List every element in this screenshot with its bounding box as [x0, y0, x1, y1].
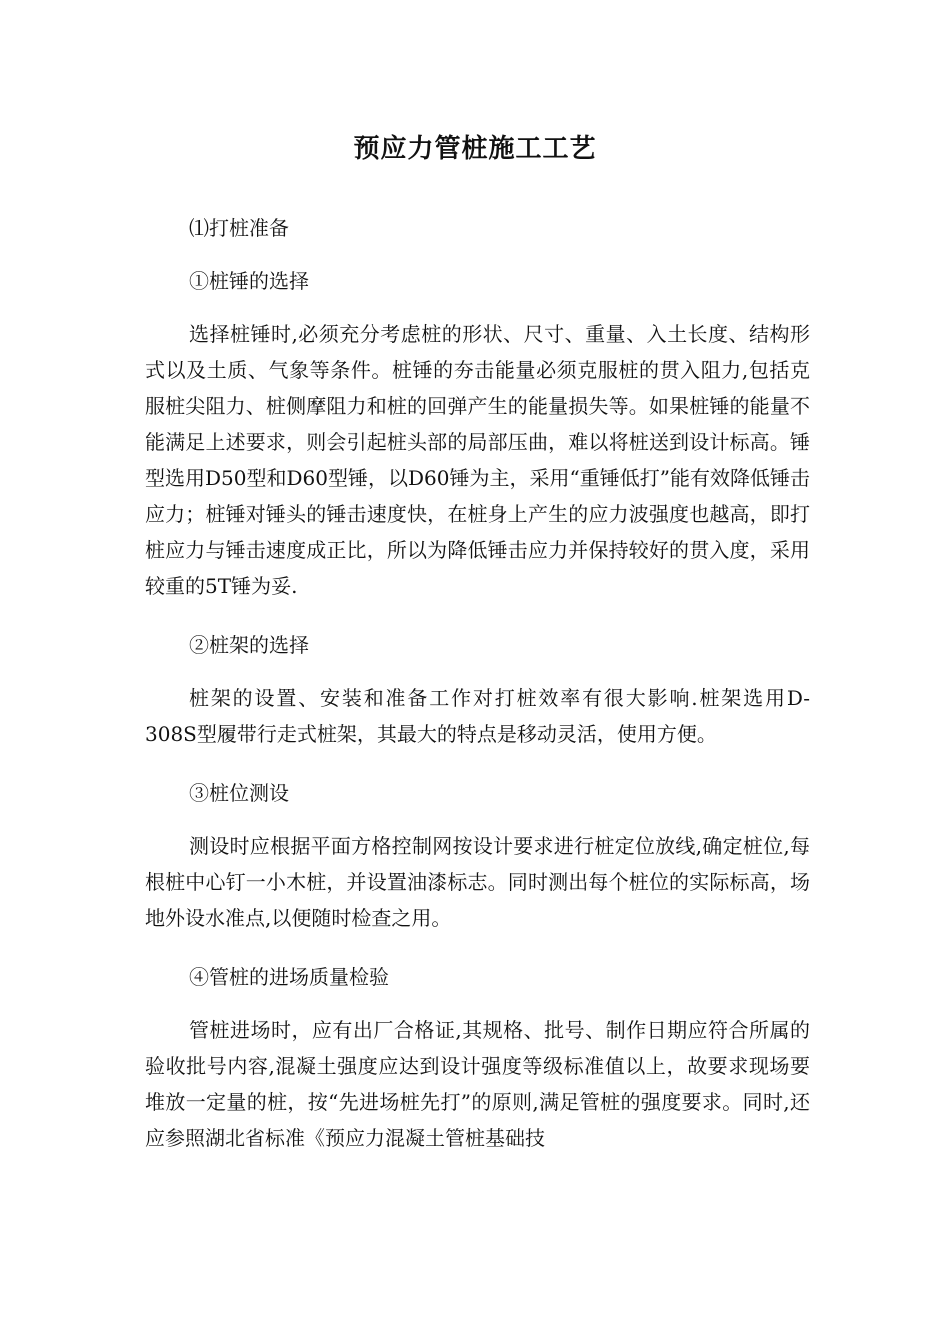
section-heading-pile-prep: ⑴打桩准备	[189, 216, 289, 240]
paragraph-hammer: 选择桩锤时,必须充分考虑桩的形状、尺寸、重量、入土长度、结构形式以及土质、气象等条件。桩锤的夯击能量必须克服桩的贯入阻力,包括克服桩尖阻力、桩侧摩阻力和桩的回弹产生的能量损失等。如果桩锤的能量不能满足上述要求，则会引起桩头部的局部压曲，难以将桩送到设计标高。锤型选用D50型和D60型锤，以D60锤为主，采用“重锤低打”能有效降低锤击应力；桩锤对锤头的锤击速度快，在桩身上产生的应力波强度也越高，即打桩应力与锤击速度成正比，所以为降低锤击应力并保持较好的贯入度，采用较重的5T锤为妥.	[145, 322, 810, 598]
subsection-heading-pile-frame: ②桩架的选择	[189, 633, 309, 657]
subsection-heading-survey: ③桩位测设	[189, 781, 289, 805]
document-title: 预应力管桩施工工艺	[353, 134, 597, 164]
document-body	[145, 210, 810, 1156]
subsection-heading-hammer: ①桩锤的选择	[189, 269, 309, 293]
paragraph-survey: 测设时应根据平面方格控制网按设计要求进行桩定位放线,确定桩位,每根桩中心钉一小木桩，并设置油漆标志。同时测出每个桩位的实际标高，场地外设水准点,以便随时检查之用。	[145, 834, 810, 930]
paragraph-inspection: 管桩进场时，应有出厂合格证,其规格、批号、制作日期应符合所属的验收批号内容,混凝土强度应达到设计强度等级标准值以上，故要求现场要堆放一定量的桩，按“先进场桩先打”的原则,满足管桩的强度要求。同时,还应参照湖北省标准《预应力混凝土管桩基础技	[145, 1018, 810, 1150]
paragraph-pile-frame: 桩架的设置、安装和准备工作对打桩效率有很大影响.桩架选用D-308S型履带行走式桩架，其最大的特点是移动灵活，使用方便。	[145, 686, 810, 746]
subsection-heading-inspection: ④管桩的进场质量检验	[189, 965, 389, 989]
